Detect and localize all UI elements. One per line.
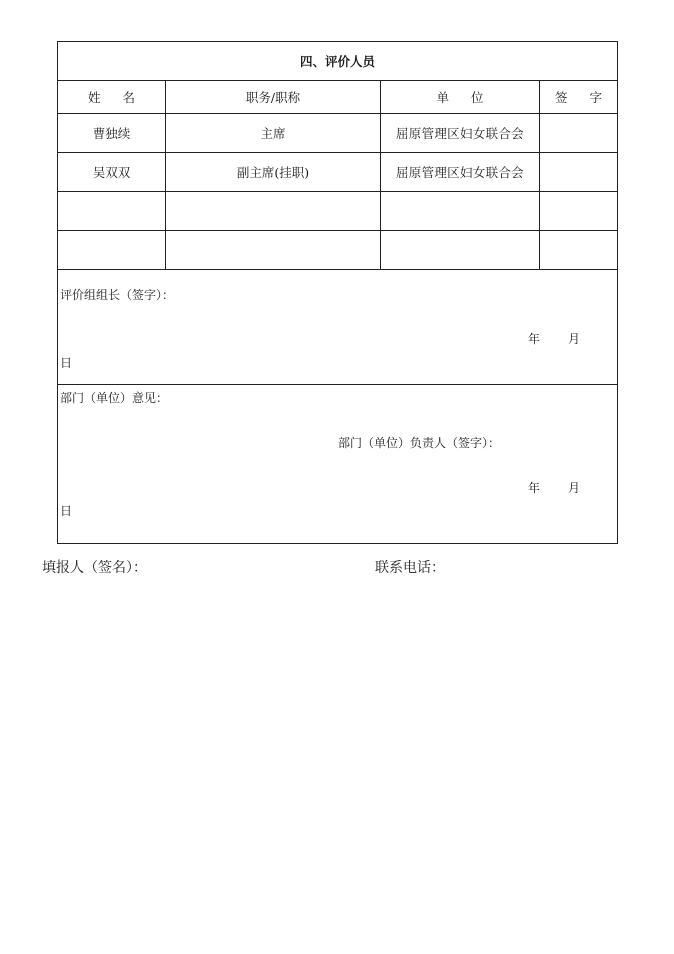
column-header-position: 职务/职称 [166,81,381,114]
cell-name[interactable] [58,192,166,231]
cell-position: 副主席(挂职) [166,153,381,192]
cell-unit[interactable] [381,231,540,270]
dept-month-label: 月 [568,481,581,495]
cell-unit: 屈原管理区妇女联合会 [381,153,540,192]
cell-position[interactable] [166,192,381,231]
dept-head-label: 部门（单位）负责人（签字）： [338,436,501,450]
header-row [58,81,618,114]
evaluation-table [57,41,618,544]
column-header-unit: 单 位 [381,81,540,114]
dept-year-label: 年 [528,481,541,495]
cell-position: 主席 [166,114,381,153]
cell-unit[interactable] [381,192,540,231]
cell-position[interactable] [166,231,381,270]
leader-signature-block[interactable] [58,270,618,385]
section-title: 四、评价人员 [58,42,618,81]
phone-label: 联系电话： [375,560,445,576]
cell-signature[interactable] [540,153,618,192]
dept-day-label: 日 [60,504,73,518]
cell-unit: 屈原管理区妇女联合会 [381,114,540,153]
filler-signature-label: 填报人（签名）： [42,560,147,576]
leader-label: 评价组组长（签字）： [60,288,175,302]
cell-name[interactable] [58,231,166,270]
cell-signature[interactable] [540,114,618,153]
dept-opinion-block[interactable] [58,385,618,544]
column-header-signature: 签 字 [540,81,618,114]
cell-signature[interactable] [540,231,618,270]
table-row [58,192,618,231]
cell-name: 曹独续 [58,114,166,153]
leader-day-label: 日 [60,356,73,370]
table-row [58,114,618,153]
table-row [58,153,618,192]
leader-month-label: 月 [568,332,581,346]
column-header-name: 姓 名 [58,81,166,114]
cell-name: 吴双双 [58,153,166,192]
leader-year-label: 年 [528,332,541,346]
table-row [58,231,618,270]
cell-signature[interactable] [540,192,618,231]
dept-opinion-label: 部门（单位）意见： [60,391,169,405]
